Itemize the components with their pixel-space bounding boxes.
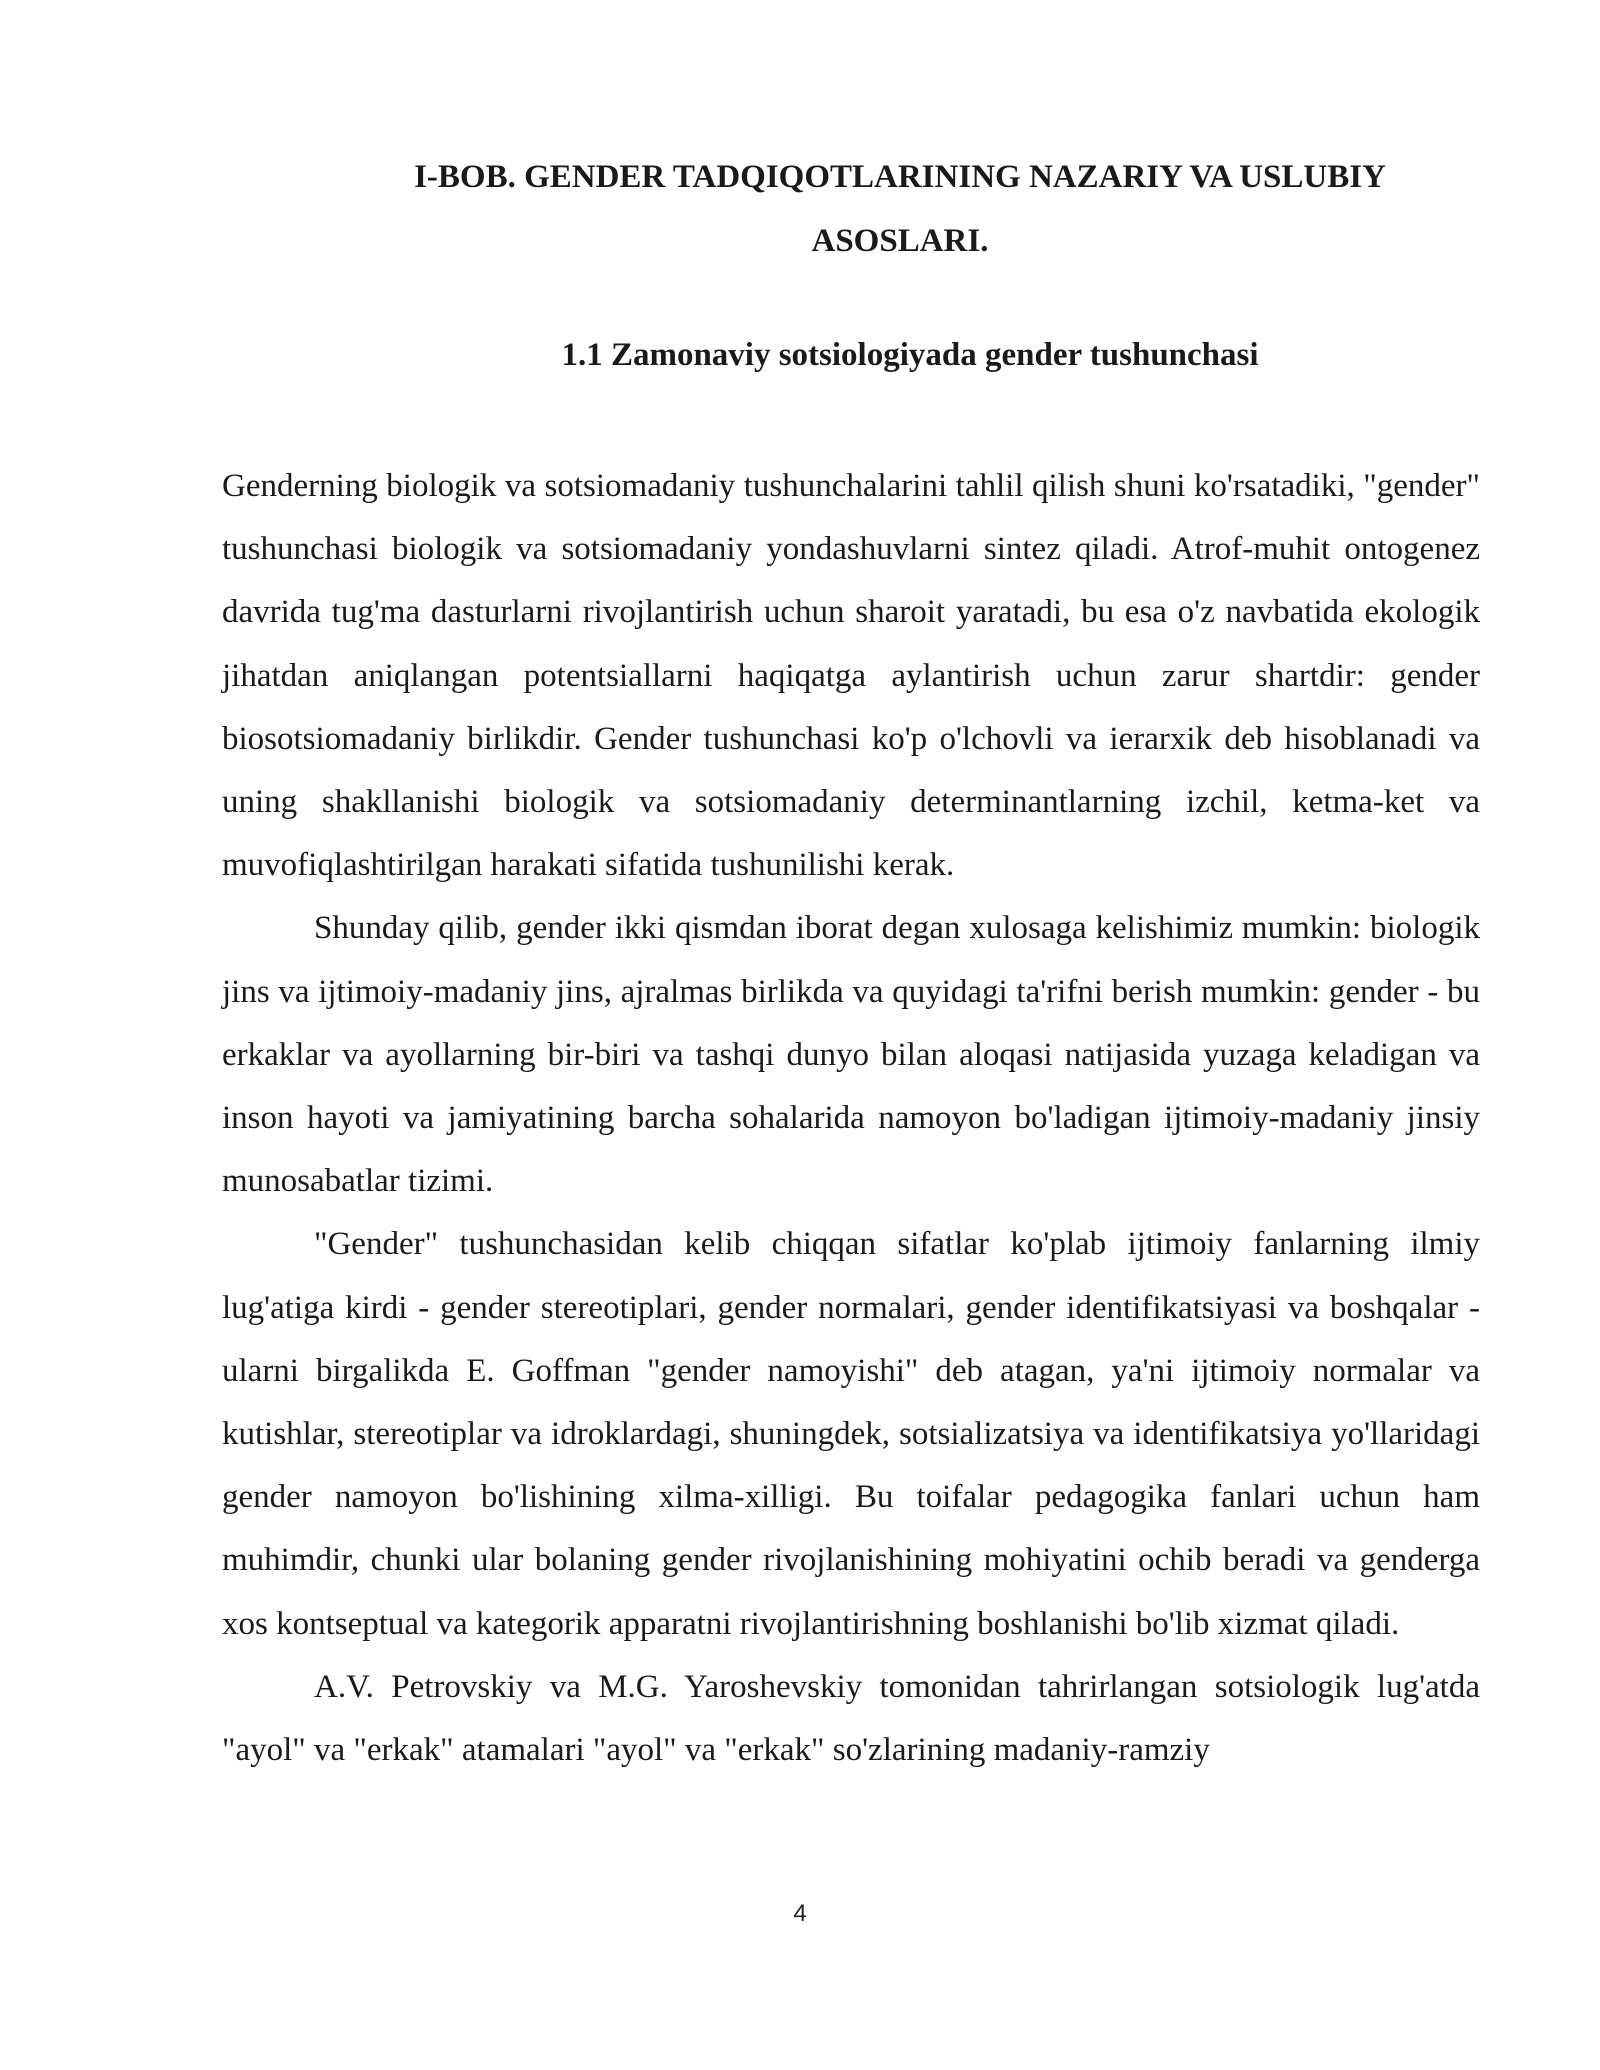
chapter-title <box>360 145 1440 273</box>
paragraph-3: "Gender" tushunchasidan kelib chiqqan sifatlar ko'plab ijtimoiy fanlarning ilmiy lug'atiga kirdi - gender stereotiplari, gender normalari, gender identifikatsiyasi va boshqalar - ularni birgalikda E. Goffman "gender namoyishi" deb atagan, ya'ni ijtimoiy normalar va kutishlar, stereotiplar va idroklardagi, shuningdek, sotsializatsiya va identifikatsiya yo'llaridagi gender namoyon bo'lishining xilma-xilligi. Bu toifalar pedagogika fanlari uchun ham muhimdir, chunki ular bolaning gender rivojlanishining mohiyatini ochib beradi va genderga xos kontseptual va kategorik apparatni rivojlantirishning boshlanishi bo'lib xizmat qiladi. <box>222 1226 1480 1642</box>
page-number: 4 <box>793 1900 807 1927</box>
paragraph-2: Shunday qilib, gender ikki qismdan iborat degan xulosaga kelishimiz mumkin: biologik jins va ijtimoiy-madaniy jins, ajralmas birlikda va quyidagi ta'rifni berish mumkin: gender - bu erkaklar va ayollarning bir-biri va tashqi dunyo bilan aloqasi natijasida yuzaga keladigan va inson hayoti va jamiyatining barcha sohalarida namoyon bo'ladigan ijtimoiy-madaniy jinsiy munosabatlar tizimi. <box>222 910 1480 1200</box>
chapter-title-line-2: ASOSLARI. <box>811 223 989 259</box>
paragraph-4: A.V. Petrovskiy va M.G. Yaroshevskiy tomonidan tahrirlangan sotsiologik lug'atda "ayol" va "erkak" atamalari "ayol" va "erkak" so'zlarining madaniy-ramziy <box>222 1668 1480 1769</box>
paragraph-1: Genderning biologik va sotsiomadaniy tushunchalarini tahlil qilish shuni ko'rsatadiki, "gender" tushunchasi biologik va sotsiomadaniy yondashuvlarni sintez qiladi. Atrof-muhit ontogenez davrida tug'ma dasturlarni rivojlantirish uchun sharoit yaratadi, bu esa o'z navbatida ekologik jihatdan aniqlangan potentsiallarni haqiqatga aylantirish uchun zarur shartdir: gender biosotsiomadaniy birlikdir. Gender tushunchasi ko'p o'lchovli va ierarxik deb hisoblanadi va uning shakllanishi biologik va sotsiomadaniy determinantlarning izchil, ketma-ket va muvofiqlashtirilgan harakati sifatida tushunilishi kerak. <box>222 468 1480 884</box>
body-text <box>222 455 1480 1782</box>
section-title: 1.1 Zamonaviy sotsiologiyada gender tushunchasi <box>561 337 1259 373</box>
chapter-title-line-1: I-BOB. GENDER TADQIQOTLARINING NAZARIY VA USLUBIY <box>414 159 1386 195</box>
